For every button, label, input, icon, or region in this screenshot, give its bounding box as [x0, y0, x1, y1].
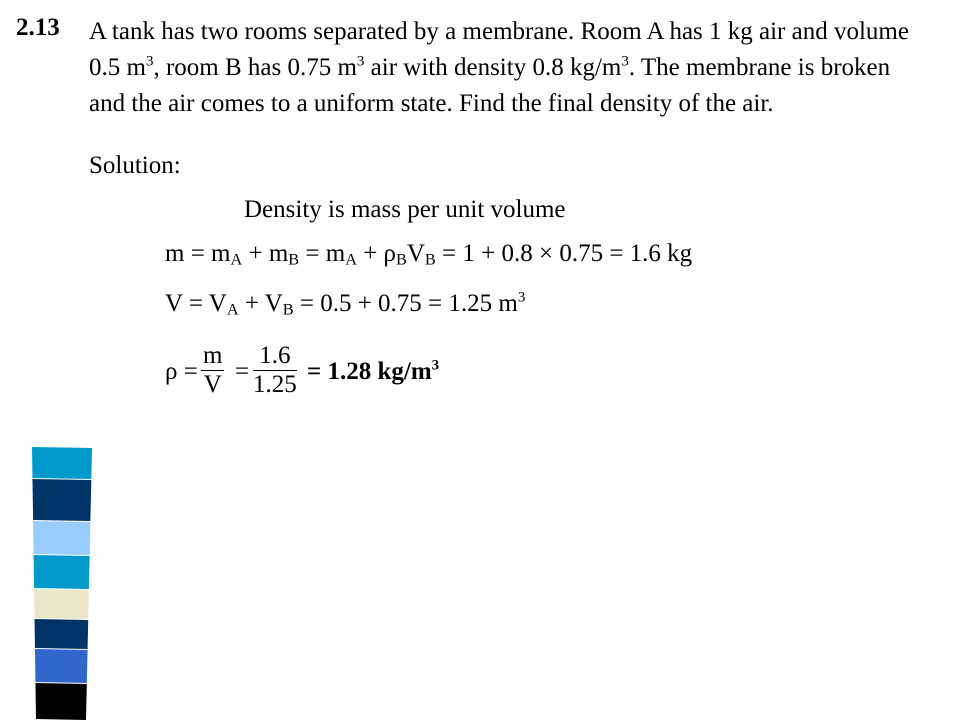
volume-equation [165, 290, 525, 318]
subscript: B [282, 300, 294, 319]
subscript: A [345, 250, 357, 269]
mass-eq-text: + ρ [356, 240, 397, 267]
fraction-denominator: 1.25 [253, 371, 297, 398]
mass-eq-text: = 1 + 0.8 × 0.75 = 1.6 kg [435, 240, 693, 267]
subscript: A [230, 250, 243, 269]
color-stripe [32, 479, 91, 521]
problem-line-2-part-c: air with density 0.8 kg/m [364, 54, 622, 81]
problem-line-2-part-a: 0.5 m [89, 54, 146, 81]
color-stripe [34, 589, 89, 619]
mass-eq-text: V [406, 240, 425, 267]
color-stripe [34, 555, 90, 589]
subscript: B [288, 250, 300, 269]
fraction-numerator: 1.6 [253, 342, 297, 371]
density-definition: Density is mass per unit volume [244, 196, 566, 223]
mass-equation [165, 240, 692, 268]
mass-eq-text: m = m [165, 240, 231, 267]
volume-eq-text: + V [238, 290, 283, 317]
superscript-3: 3 [517, 289, 526, 306]
subscript: B [396, 250, 407, 269]
fraction-numerator: m [203, 342, 223, 369]
color-stripe [35, 683, 86, 720]
color-stripes-graphic [30, 447, 94, 720]
color-stripe [35, 619, 89, 649]
superscript-3: 3 [431, 357, 440, 374]
mass-eq-text: + m [242, 240, 289, 267]
superscript-3: 3 [145, 53, 154, 70]
problem-line-2-part-b: , room B has 0.75 m [153, 54, 357, 81]
color-stripe [35, 649, 88, 683]
fraction-m-over-v [201, 342, 224, 399]
fraction-denominator: V [203, 371, 222, 398]
solution-label: Solution: [89, 152, 181, 179]
subscript: B [424, 250, 436, 269]
problem-line-3: and the air comes to a uniform state. Find the final density of the air. [89, 90, 774, 117]
problem-number: 2.13 [16, 14, 60, 41]
decorative-color-bar [30, 447, 94, 720]
subscript: A [226, 300, 239, 319]
rho-symbol: ρ = [165, 358, 198, 385]
superscript-3: 3 [356, 53, 365, 70]
problem-statement [89, 14, 949, 122]
problem-line-2 [89, 50, 949, 86]
density-result [307, 358, 439, 386]
mass-eq-text: = m [299, 240, 346, 267]
color-stripe [32, 447, 92, 479]
problem-line-1: A tank has two rooms separated by a membrane. Room A has 1 kg air and volume [89, 18, 909, 45]
problem-line-2-part-d: . The membrane is broken [628, 54, 891, 81]
volume-eq-text: = 0.5 + 0.75 = 1.25 m [293, 290, 518, 317]
superscript-3: 3 [621, 53, 629, 70]
fraction-values [253, 342, 297, 399]
color-stripe [33, 521, 90, 555]
density-result-text: = 1.28 kg/m [307, 358, 432, 385]
volume-eq-text: V = V [165, 290, 227, 317]
equals-sign: = [235, 358, 250, 385]
